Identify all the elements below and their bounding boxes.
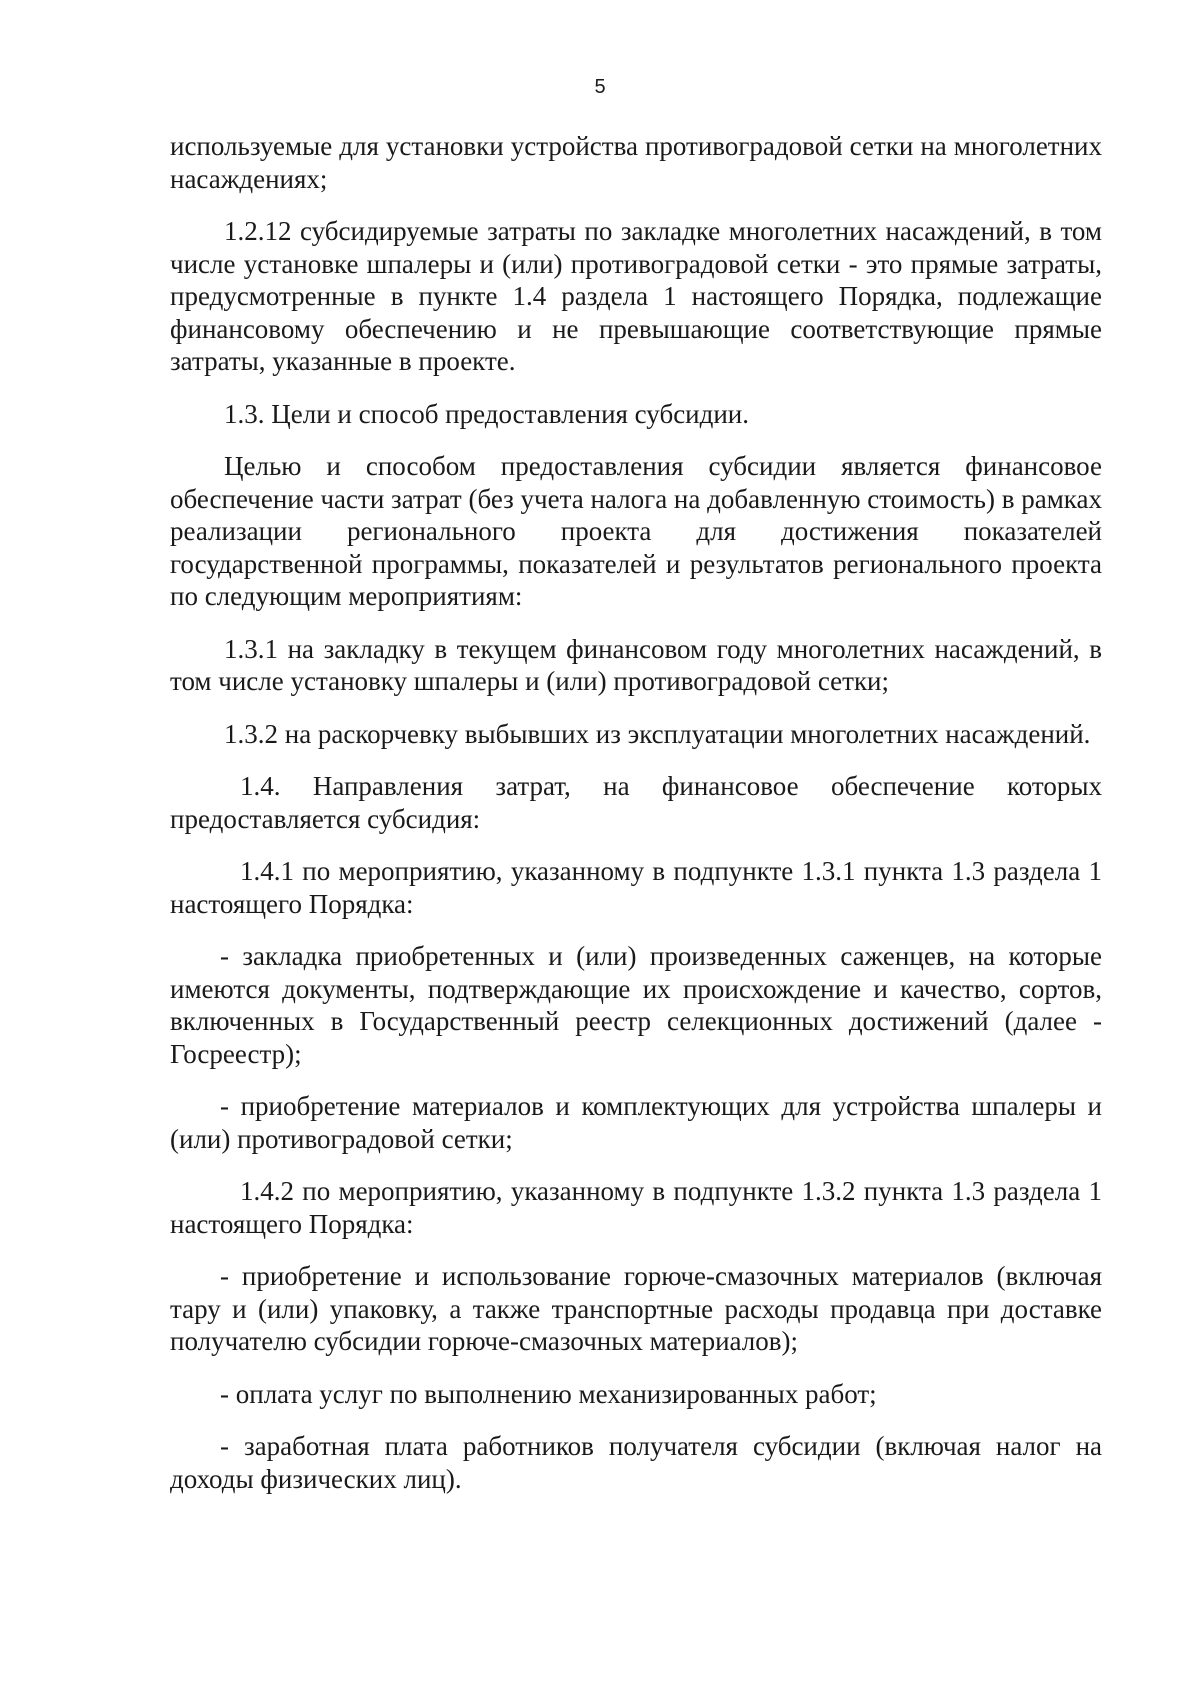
- list-item-materials: - приобретение материалов и комплектующих для устройства шпалеры и (или) противоградовой сетки;: [170, 1091, 1102, 1154]
- paragraph-1-4-2: 1.4.2 по мероприятию, указанному в подпункте 1.3.2 пункта 1.3 раздела 1 настоящего Порядка:: [170, 1176, 1102, 1239]
- list-item-mechanized-works: - оплата услуг по выполнению механизированных работ;: [220, 1378, 877, 1409]
- paragraph-continuation: используемые для установки устройства противоградовой сетки на многолетних насаждениях;: [170, 131, 1102, 194]
- list-item-seedlings: - закладка приобретенных и (или) произведенных саженцев, на которые имеются документы, подтверждающие их происхождение и качество, сортов, включенных в Государственный реестр селекционных достижений (далее - Госреестр);: [170, 941, 1102, 1069]
- paragraph-1-2-12: 1.2.12 субсидируемые затраты по закладке многолетних насаждений, в том числе установке шпалеры и (или) противоградовой сетки - это прямые затраты, предусмотренные в пункте 1.4 раздела 1 настоящего Порядка, подлежащие финансовому обеспечению и не превышающие соответствующие прямые затраты, указанные в проекте.: [170, 216, 1102, 376]
- document-body: [170, 130, 1102, 1515]
- paragraph-1-4-1: 1.4.1 по мероприятию, указанному в подпункте 1.3.1 пункта 1.3 раздела 1 настоящего Порядка:: [170, 856, 1102, 919]
- list-item-wages: - заработная плата работников получателя субсидии (включая налог на доходы физических лиц).: [170, 1431, 1102, 1494]
- paragraph-1-3-1: 1.3.1 на закладку в текущем финансовом году многолетних насаждений, в том числе установку шпалеры и (или) противоградовой сетки;: [170, 633, 1102, 696]
- section-heading-1-4: 1.4. Направления затрат, на финансовое обеспечение которых предоставляется субсидия:: [170, 771, 1102, 834]
- page-number: 5: [594, 76, 606, 98]
- paragraph-goal: Целью и способом предоставления субсидии является финансовое обеспечение части затрат (без учета налога на добавленную стоимость) в рамках реализации регионального проекта для достижения показателей государственной программы, показателей и результатов регионального проекта по следующим мероприятиям:: [170, 451, 1102, 611]
- section-heading-1-3: 1.3. Цели и способ предоставления субсидии.: [224, 398, 750, 429]
- paragraph-1-3-2: 1.3.2 на раскорчевку выбывших из эксплуатации многолетних насаждений.: [224, 718, 1091, 749]
- list-item-fuel: - приобретение и использование горюче-смазочных материалов (включая тару и (или) упаковку, а также транспортные расходы продавца при доставке получателю субсидии горюче-смазочных материалов);: [170, 1261, 1102, 1356]
